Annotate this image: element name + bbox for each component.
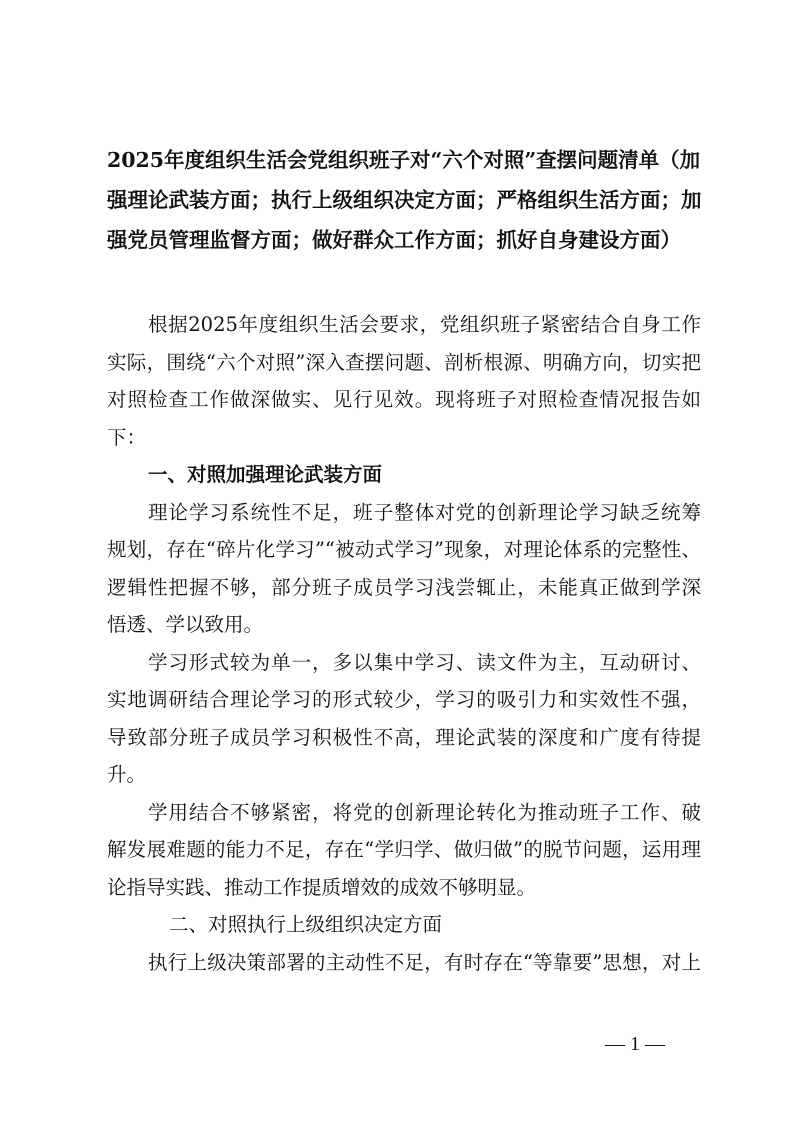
heading-text: 一、对照加强理论武装方面	[148, 463, 383, 486]
paragraph	[107, 644, 701, 794]
heading-text: 二、对照执行上级组织决定方面	[169, 913, 443, 936]
paragraph-line: 学用结合不够紧密，将党的创新理论转化为推动班子工作、破	[148, 800, 701, 824]
paragraph-line: 实际，围绕“六个对照”深入查摆问题、剖析根源、明确方向，切实把	[107, 350, 701, 374]
paragraph-line: 解发展难题的能力不足，存在“学归学、做归做”的脱节问题，运用理	[107, 838, 701, 861]
paragraph-line: 升。	[107, 763, 147, 786]
paragraph-line: 逻辑性把握不够，部分班子成员学习浅尝辄止，未能真正做到学深	[107, 575, 701, 599]
paragraph	[107, 494, 701, 644]
page-number: — 1 —	[605, 1033, 665, 1055]
title-line: 2025年度组织生活会党组织班子对“六个对照”查摆问题清单（加	[107, 148, 701, 172]
paragraph-line: 理论学习系统性不足，班子整体对党的创新理论学习缺乏统筹	[148, 500, 701, 524]
paragraph	[107, 944, 701, 982]
document-body	[107, 306, 701, 981]
paragraph-line: 学习形式较为单一，多以集中学习、读文件为主，互动研讨、	[148, 650, 701, 674]
document-title	[107, 140, 702, 260]
paragraph-line: 论指导实践、推动工作提质增效的成效不够明显。	[107, 875, 537, 899]
section-heading	[107, 906, 701, 944]
section-heading	[107, 456, 701, 494]
paragraph-line: 实地调研结合理论学习的形式较少，学习的吸引力和实效性不强，	[107, 688, 701, 711]
paragraph-line: 规划，存在“碎片化学习”“被动式学习”现象，对理论体系的完整性、	[107, 538, 701, 561]
paragraph-line: 导致部分班子成员学习积极性不高，理论武装的深度和广度有待提	[107, 725, 701, 749]
title-line: 强党员管理监督方面；做好群众工作方面；抓好自身建设方面）	[107, 228, 681, 252]
paragraph	[107, 794, 701, 907]
paragraph-line: 悟透、学以致用。	[107, 613, 264, 636]
title-line: 强理论武装方面；执行上级组织决定方面；严格组织生活方面；加	[107, 188, 702, 212]
paragraph-line: 下：	[107, 425, 147, 449]
paragraph	[107, 306, 701, 456]
paragraph-line: 对照检查工作做深做实、见行见效。现将班子对照检查情况报告如	[107, 388, 701, 411]
paragraph-line: 执行上级决策部署的主动性不足，有时存在“等靠要”思想，对上	[148, 950, 701, 974]
paragraph-line: 根据2025年度组织生活会要求，党组织班子紧密结合自身工作	[148, 313, 701, 336]
